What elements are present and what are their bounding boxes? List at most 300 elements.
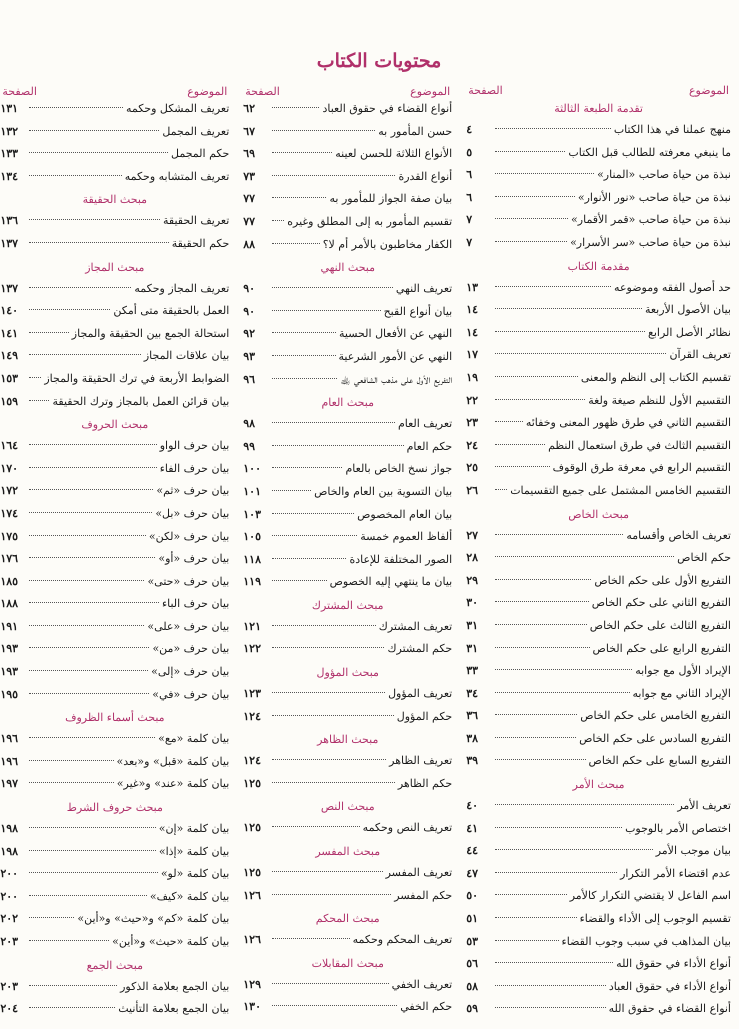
entry-page: ١٢٩ [243, 977, 261, 991]
entry-page: ١٧ [466, 348, 479, 362]
toc-entry [466, 592, 731, 615]
toc-entry [243, 413, 452, 436]
entry-title: النهي عن الأمور الشرعية [338, 349, 453, 363]
dot-leader [29, 670, 148, 671]
dot-leader [495, 376, 578, 377]
entry-title: حكم الخفي [400, 1000, 453, 1014]
dot-leader [495, 692, 629, 693]
toc-entry [466, 728, 731, 751]
entry-page: ١٢٢ [243, 642, 261, 656]
section-heading: مبحث المؤول [316, 666, 379, 680]
topic-header: الموضوع [410, 85, 451, 98]
toc-entry [243, 234, 452, 257]
toc-entry [243, 974, 452, 997]
toc-entry [243, 773, 452, 796]
toc-entry [466, 908, 731, 931]
toc-entry [466, 931, 731, 954]
toc-entry [243, 885, 452, 908]
entry-title: النهي عن الأفعال الحسية [339, 327, 453, 341]
toc-entry [466, 480, 731, 503]
entry-title: بيان التسوية بين العام والخاص [314, 484, 453, 498]
column-header [243, 76, 452, 98]
dot-leader [272, 647, 384, 648]
entry-title: التقسيم الأول للنظم صيغة ولغة [588, 393, 731, 407]
dot-leader [495, 466, 549, 467]
dot-leader [495, 308, 642, 309]
toc-entry [0, 728, 229, 751]
entry-title: تعريف المشترك [378, 619, 453, 633]
toc-entry [466, 367, 731, 390]
entry-page: ٣١ [466, 618, 479, 632]
dot-leader [29, 760, 113, 761]
entry-page: ٩٨ [243, 417, 256, 431]
entry-title: التقسيم الثالث في طرق استعمال النظم [548, 438, 731, 452]
dot-leader [272, 715, 393, 716]
toc-entry [466, 299, 731, 322]
entry-title: بيان الأصول الأربعة [644, 303, 731, 317]
entry-title: حكم المؤول [396, 709, 453, 723]
toc-entry [0, 278, 229, 301]
entry-page: ١٢٤ [243, 754, 261, 768]
entry-page: ١١٩ [243, 575, 261, 589]
section-heading: مبحث المقابلات [311, 956, 384, 970]
dot-leader [29, 130, 159, 131]
entry-page: ٢٠٠ [0, 867, 19, 881]
entry-page: ٧٧ [243, 192, 256, 206]
toc-entry [466, 412, 731, 435]
toc-entry [243, 929, 452, 952]
dot-leader [272, 310, 380, 311]
entry-title: تعريف المتشابه وحكمه [124, 169, 230, 183]
page-header: الصفحة [245, 85, 280, 98]
entry-page: ٥ [466, 145, 473, 159]
toc-entry [243, 323, 452, 346]
entry-page: ٢٣ [466, 416, 479, 430]
entry-page: ١٠٣ [243, 507, 261, 521]
entry-page: ٥٦ [466, 957, 479, 971]
dot-leader [29, 602, 159, 603]
entry-title: بيان كلمة «إن» [158, 822, 230, 836]
entry-title: بيان كلمة «قبل» و«بعد» [116, 754, 230, 768]
section-heading: مبحث المحكم [315, 912, 380, 926]
entry-page: ١٢٥ [243, 776, 261, 790]
entry-title: العمل بالحقيقة متى أمكن [113, 304, 230, 318]
entry-title: بيان حرف «من» [152, 642, 230, 656]
toc-entry [243, 504, 452, 527]
entry-page: ١٢٣ [243, 687, 261, 701]
section-heading: مبحث العام [321, 396, 374, 410]
entry-title: بيان حرف «على» [147, 619, 230, 633]
entry-page: ١٤١ [0, 326, 19, 340]
dot-leader [272, 445, 403, 446]
entry-title: الإيراد الأول مع جوابه [635, 664, 731, 678]
entry-page: ٥٠ [466, 889, 479, 903]
dot-leader [495, 353, 666, 354]
toc-entry [243, 369, 452, 392]
entry-title: أنواع الأداء في حقوق العباد [608, 979, 731, 993]
dot-leader [495, 556, 674, 557]
dot-leader [495, 331, 645, 332]
entry-title: بيان صفة الجواز للمأمور به [329, 192, 453, 206]
entry-title: حكم المجمل [171, 147, 230, 161]
dot-leader [272, 894, 391, 895]
toc-entry [466, 277, 731, 300]
section-heading: مبحث حروف الشرط [66, 801, 163, 815]
entry-page: ١٣٧ [0, 281, 19, 295]
toc-entry [0, 684, 229, 707]
entry-title: حكم المفسر [394, 888, 453, 902]
toc-entry [243, 996, 452, 1019]
toc-entry [243, 683, 452, 706]
dot-leader [272, 1005, 397, 1006]
entry-page: ١٩٣ [0, 665, 19, 679]
toc-entry [466, 232, 731, 255]
entry-page: ١٣٦ [0, 214, 19, 228]
dot-leader [29, 309, 110, 310]
toc-entry [466, 660, 731, 683]
entry-page: ٣٩ [466, 754, 479, 768]
toc-entry [466, 638, 731, 661]
dot-leader [272, 378, 337, 379]
toc-entry [0, 391, 229, 414]
dot-leader [272, 107, 319, 108]
entry-title: التفريع السادس على حكم الخاص [579, 731, 731, 745]
dot-leader [495, 669, 632, 670]
section-heading: مبحث الحقيقة [82, 193, 148, 207]
entry-title: بيان الجمع بعلامة التأنيث [118, 1002, 230, 1016]
entry-title: التفريع الأول على حكم الخاص [594, 573, 731, 587]
entry-page: ١٧٢ [0, 484, 19, 498]
entry-title: التفريع الثالث على حكم الخاص [589, 618, 731, 632]
entry-page: ١٩٦ [0, 732, 19, 746]
column-header [466, 76, 731, 97]
dot-leader [29, 850, 155, 851]
entry-title: بيان حرف «لكن» [148, 529, 230, 543]
toc-entry [0, 143, 229, 166]
entry-page: ٢٤ [466, 438, 479, 452]
entry-page: ٣٠ [466, 596, 479, 610]
entry-title: حد أصول الفقه وموضوعه [614, 280, 731, 294]
entry-title: بيان كلمة «حيث» و«أين» [112, 935, 230, 948]
section-heading: مبحث الظاهر [317, 733, 379, 747]
section-heading: مبحث المجاز [85, 260, 145, 274]
dot-leader [272, 152, 332, 153]
entry-title: اختصاص الأمر بالوجوب [625, 821, 731, 835]
toc-entry [243, 706, 452, 729]
section-heading: مقدمة الكتاب [567, 259, 630, 273]
dot-leader [495, 399, 585, 400]
entry-page: ٦٢ [243, 102, 256, 115]
toc-entry [243, 188, 452, 211]
entry-title: بيان المذاهب في سبب وجوب القضاء [561, 934, 731, 948]
dot-leader [29, 1007, 115, 1008]
entry-page: ١٣٧ [0, 236, 19, 250]
dot-leader [272, 130, 375, 131]
entry-page: ١٧٤ [0, 506, 19, 520]
dot-leader [29, 917, 74, 918]
page-header: الصفحة [468, 84, 503, 98]
toc-entry [0, 976, 229, 999]
dot-leader [495, 827, 622, 828]
entry-page: ٣٤ [466, 686, 479, 700]
toc-entry [0, 458, 229, 481]
entry-page: ١٠٥ [243, 530, 261, 544]
entry-page: ٦٧ [243, 124, 256, 138]
dot-leader [495, 241, 567, 242]
dot-leader [29, 107, 123, 108]
dot-leader [272, 983, 388, 984]
toc-column [466, 76, 731, 1021]
entry-title: حكم الظاهر [397, 776, 453, 790]
dot-leader [495, 917, 576, 918]
entry-page: ٧٧ [243, 214, 256, 228]
entry-page: ٤٧ [466, 866, 479, 880]
entry-title: بيان ما ينتهي إليه الخصوص [329, 575, 453, 589]
dot-leader [29, 895, 147, 896]
dot-leader [272, 759, 386, 760]
entry-title: التفريع الثاني على حكم الخاص [591, 596, 731, 610]
dot-leader [29, 444, 156, 445]
entry-page: ٣٦ [466, 709, 479, 723]
toc-entry [0, 233, 229, 256]
entry-title: تعريف الخاص وأقسامه [626, 528, 731, 542]
toc-entry [0, 931, 229, 954]
toc-entry [0, 300, 229, 323]
dot-leader [495, 962, 613, 963]
toc-entry [243, 616, 452, 639]
entry-title: بيان حرف الواو [159, 439, 230, 453]
toc-entry [466, 344, 731, 367]
entry-title: منهج عملنا في هذا الكتاب [613, 123, 731, 137]
dot-leader [272, 287, 393, 288]
dot-leader [495, 196, 575, 197]
toc-entry [466, 750, 731, 773]
entry-page: ١٢٥ [243, 821, 261, 835]
entry-title: تعريف المجمل [162, 124, 230, 138]
entry-title: حكم العام [406, 439, 453, 453]
toc-entry [243, 750, 452, 773]
section-heading: مبحث المفسر [315, 845, 381, 859]
entry-title: التفريع الأول على مذهب الشافعي ﵀ [340, 372, 453, 386]
toc-entry [0, 638, 229, 661]
entry-title: حكم المشترك [387, 642, 453, 656]
entry-title: التفريع السابع على حكم الخاص [588, 754, 731, 768]
toc-entry [0, 998, 229, 1021]
toc-entry [243, 458, 452, 481]
entry-title: أنواع القدرة [398, 169, 453, 183]
entry-title: بيان كلمة «إذا» [158, 844, 230, 858]
entry-title: التفريع الرابع على حكم الخاص [592, 641, 731, 655]
toc-entry [466, 457, 731, 480]
entry-page: ٢٧ [466, 528, 479, 542]
dot-leader [495, 128, 611, 129]
toc-entry [243, 862, 452, 885]
entry-page: ٢٠٣ [0, 979, 19, 993]
entry-title: ألفاظ العموم خمسة [360, 530, 453, 544]
entry-title: التفريع الخامس على حكم الخاص [580, 709, 731, 723]
entry-page: ٥٨ [466, 979, 479, 993]
entry-title: تعريف الظاهر [389, 754, 453, 768]
entry-title: حكم الخاص [677, 551, 731, 565]
toc-entry [466, 525, 731, 548]
toc-entry [243, 526, 452, 549]
section-heading: تقدمة الطبعة الثالثة [554, 102, 643, 116]
entry-page: ١٥٣ [0, 371, 19, 385]
entry-title: بيان علاقات المجاز [143, 349, 230, 363]
dot-leader [29, 332, 68, 333]
dot-leader [272, 871, 382, 872]
dot-leader [495, 714, 577, 715]
toc-entry [0, 661, 229, 684]
dot-leader [495, 1007, 605, 1008]
dot-leader [272, 175, 395, 176]
toc-entry [466, 885, 731, 908]
dot-leader [272, 197, 326, 198]
entry-title: بيان كلمة «كيف» [149, 889, 230, 903]
entry-title: الأنواع الثلاثة للحسن لعينه [335, 147, 453, 161]
entry-title: الضوابط الأربعة في ترك الحقيقة والمجاز [44, 371, 230, 385]
section-heading: مبحث النهي [320, 261, 376, 275]
entry-page: ٤٤ [466, 844, 479, 858]
entry-page: ٥٩ [466, 1002, 479, 1016]
entry-page: ٩٣ [243, 349, 256, 363]
toc-entry [243, 817, 452, 840]
entry-page: ١٢٥ [243, 866, 261, 880]
toc-entry [466, 818, 731, 841]
dot-leader [29, 782, 113, 783]
dot-leader [29, 467, 156, 468]
dot-leader [272, 580, 326, 581]
entry-page: ٢٨ [466, 551, 479, 565]
toc-entry [466, 187, 731, 210]
dot-leader [29, 287, 131, 288]
entry-page: ١٤ [466, 325, 479, 339]
toc-column [0, 76, 229, 1021]
entry-page: ٢٩ [466, 573, 479, 587]
toc-entry [243, 211, 452, 234]
entry-title: بيان الجمع بعلامة الذكور [120, 979, 230, 993]
toc-entry [0, 818, 229, 841]
toc-entry [243, 278, 452, 301]
entry-page: ٩٠ [243, 304, 256, 318]
entry-page: ٢٠٠ [0, 889, 19, 903]
entry-page: ٤١ [466, 821, 479, 835]
toc-entry [243, 98, 452, 121]
entry-title: تعريف المشكل وحكمه [125, 102, 230, 115]
dot-leader [29, 737, 155, 738]
entry-page: ٢٢ [466, 393, 479, 407]
entry-title: تعريف المؤول [388, 687, 453, 701]
toc-entry [466, 209, 731, 232]
page-header: الصفحة [2, 85, 37, 98]
entry-page: ١٢٦ [243, 888, 261, 902]
toc-entry [0, 345, 229, 368]
toc-entry [0, 751, 229, 774]
entry-title: تقسيم الكتاب إلى النظم والمعنى [580, 370, 731, 384]
dot-leader [29, 580, 144, 581]
toc-entry [466, 322, 731, 345]
toc-entry [243, 549, 452, 572]
toc-entry [466, 795, 731, 818]
toc-entry [466, 435, 731, 458]
entry-page: ١٠١ [243, 484, 261, 498]
entry-page: ١٩٧ [0, 777, 19, 791]
toc-entry [0, 121, 229, 144]
dot-leader [495, 151, 565, 152]
toc-entry [243, 121, 452, 144]
dot-leader [495, 421, 523, 422]
toc-entry [243, 436, 452, 459]
entry-page: ١٩ [466, 370, 479, 384]
dot-leader [29, 219, 160, 220]
entry-page: ١٧٠ [0, 461, 19, 475]
dot-leader [272, 355, 335, 356]
toc-entry [0, 526, 229, 549]
toc-entry [466, 390, 731, 413]
entry-page: ١٠٠ [243, 462, 261, 476]
dot-leader [29, 242, 168, 243]
entry-title: بيان حرف «ثم» [156, 484, 230, 498]
section-heading: مبحث النص [320, 800, 375, 814]
entry-title: جواز نسخ الخاص بالعام [345, 462, 453, 476]
dot-leader [29, 985, 117, 986]
entry-page: ١٥٩ [0, 394, 19, 408]
entry-page: ١٩٦ [0, 754, 19, 768]
toc-entry [0, 503, 229, 526]
entry-title: حكم الحقيقة [171, 236, 230, 250]
dot-leader [495, 872, 617, 873]
entry-page: ١٩١ [0, 619, 19, 633]
entry-title: تعريف القرآن [669, 348, 731, 362]
entry-title: نبذة من حياة صاحب «قمر الأقمار» [571, 213, 731, 227]
toc-entry [0, 323, 229, 346]
entry-title: تعريف المجاز وحكمه [134, 281, 230, 295]
toc-entry [243, 346, 452, 369]
dot-leader [272, 782, 395, 783]
entry-title: تعريف الأمر [677, 799, 731, 813]
dot-leader [495, 985, 606, 986]
entry-title: أنواع الأداء في حقوق الله [616, 957, 731, 971]
toc-entry [0, 571, 229, 594]
dot-leader [29, 152, 168, 153]
entry-title: تعريف النهي [395, 282, 453, 296]
entry-title: أنواع القضاء في حقوق الله [608, 1002, 731, 1016]
dot-leader [495, 894, 567, 895]
entry-title: بيان حرف الفاء [159, 461, 230, 475]
entry-page: ١٧٥ [0, 529, 19, 543]
toc-entry [0, 210, 229, 233]
toc-entry [0, 616, 229, 639]
toc-entry [466, 142, 731, 165]
entry-page: ٧٣ [243, 169, 256, 183]
toc-entry [243, 638, 452, 661]
dot-leader [495, 759, 585, 760]
entry-title: التقسيم الرابع في معرفة طرق الوقوف [552, 461, 731, 475]
dot-leader [272, 490, 311, 491]
dot-leader [29, 557, 155, 558]
entry-title: بيان حرف «أو» [158, 552, 230, 566]
toc-columns [0, 76, 731, 1021]
toc-entry [0, 98, 229, 121]
entry-page: ٤٠ [466, 799, 479, 813]
entry-title: بيان حرف «إلى» [151, 665, 230, 679]
dot-leader [272, 826, 359, 827]
dot-leader [495, 737, 576, 738]
toc-entry [243, 571, 452, 594]
dot-leader [495, 534, 623, 535]
entry-title: نبذة من حياة صاحب «سر الأسرار» [570, 236, 731, 249]
dot-leader [29, 535, 146, 536]
